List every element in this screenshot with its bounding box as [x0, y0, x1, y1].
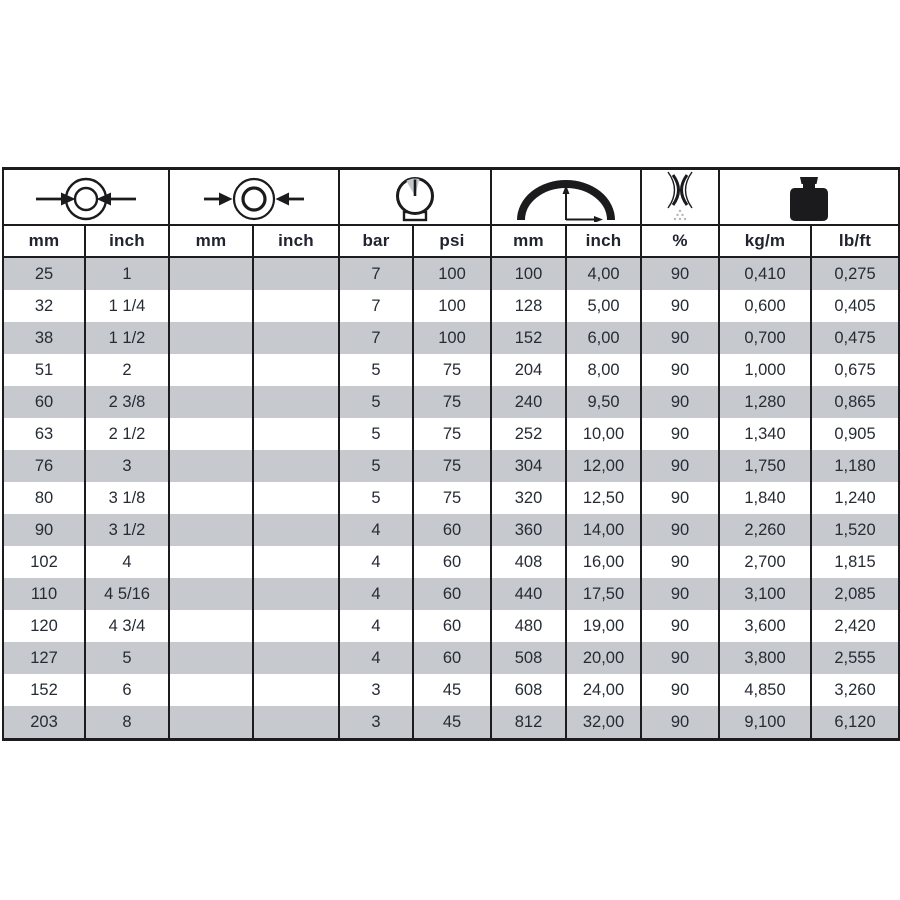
table-cell: [253, 257, 339, 290]
table-cell: 608: [491, 674, 566, 706]
outer-diameter-group: [169, 169, 339, 226]
table-cell: 60: [413, 578, 491, 610]
icon-header-row: [3, 169, 899, 226]
table-cell: 12,50: [566, 482, 641, 514]
table-cell: 1,815: [811, 546, 899, 578]
table-cell: 5: [339, 418, 413, 450]
table-cell: 75: [413, 354, 491, 386]
table-cell: 102: [3, 546, 85, 578]
table-cell: 100: [413, 290, 491, 322]
bend-radius-group: [491, 169, 641, 226]
table-cell: 1,240: [811, 482, 899, 514]
table-row: [3, 386, 899, 418]
table-cell: [169, 418, 253, 450]
table-cell: 320: [491, 482, 566, 514]
table-cell: 1 1/4: [85, 290, 169, 322]
table-cell: 0,700: [719, 322, 811, 354]
table-cell: 60: [413, 610, 491, 642]
table-cell: 5: [339, 450, 413, 482]
table-cell: [253, 546, 339, 578]
table-row: [3, 514, 899, 546]
table-cell: 45: [413, 674, 491, 706]
table-cell: 0,410: [719, 257, 811, 290]
inner-diameter-group: [3, 169, 169, 226]
table-cell: 20,00: [566, 642, 641, 674]
table-cell: 1,340: [719, 418, 811, 450]
table-cell: [169, 642, 253, 674]
table-cell: 1 1/2: [85, 322, 169, 354]
table-cell: 6: [85, 674, 169, 706]
table-cell: 75: [413, 418, 491, 450]
table-cell: 127: [3, 642, 85, 674]
table-cell: [169, 354, 253, 386]
table-cell: [253, 578, 339, 610]
table-cell: 90: [641, 418, 719, 450]
table-cell: 90: [641, 706, 719, 740]
table-row: [3, 418, 899, 450]
table-row: [3, 322, 899, 354]
table-cell: 90: [641, 450, 719, 482]
unit-header-inch: inch: [253, 225, 339, 257]
table-row: [3, 674, 899, 706]
table-cell: 32,00: [566, 706, 641, 740]
table-cell: 3,100: [719, 578, 811, 610]
table-cell: 51: [3, 354, 85, 386]
outer-diameter-icon: [204, 176, 304, 222]
table-cell: 10,00: [566, 418, 641, 450]
table-cell: 4: [339, 514, 413, 546]
table-cell: 4: [339, 610, 413, 642]
table-cell: 1: [85, 257, 169, 290]
table-cell: 0,905: [811, 418, 899, 450]
table-cell: [169, 482, 253, 514]
table-cell: [253, 354, 339, 386]
table-cell: 1,750: [719, 450, 811, 482]
table-cell: 304: [491, 450, 566, 482]
table-cell: 5: [85, 642, 169, 674]
table-cell: 90: [641, 642, 719, 674]
table-cell: 2: [85, 354, 169, 386]
table-cell: 5: [339, 354, 413, 386]
table-cell: [253, 386, 339, 418]
table-cell: 120: [3, 610, 85, 642]
table-cell: [253, 674, 339, 706]
table-cell: [169, 386, 253, 418]
table-cell: 75: [413, 386, 491, 418]
table-cell: 90: [641, 514, 719, 546]
table-cell: 16,00: [566, 546, 641, 578]
table-cell: 1,280: [719, 386, 811, 418]
table-cell: 0,675: [811, 354, 899, 386]
table-cell: 2 1/2: [85, 418, 169, 450]
table-cell: 480: [491, 610, 566, 642]
table-cell: 3: [339, 674, 413, 706]
table-cell: 2,700: [719, 546, 811, 578]
table-cell: 100: [413, 322, 491, 354]
table-cell: 203: [3, 706, 85, 740]
table-cell: 90: [641, 386, 719, 418]
table-cell: 100: [491, 257, 566, 290]
table-cell: 152: [491, 322, 566, 354]
table-cell: [169, 322, 253, 354]
table-cell: 45: [413, 706, 491, 740]
table-cell: 408: [491, 546, 566, 578]
table-cell: 0,475: [811, 322, 899, 354]
table-row: [3, 610, 899, 642]
table-cell: [169, 578, 253, 610]
table-cell: 1,520: [811, 514, 899, 546]
unit-header-inch: inch: [85, 225, 169, 257]
table-cell: 90: [641, 290, 719, 322]
table-cell: 204: [491, 354, 566, 386]
table-cell: 80: [3, 482, 85, 514]
table-cell: 8,00: [566, 354, 641, 386]
table-row: [3, 642, 899, 674]
bend-radius-icon: [510, 176, 622, 222]
table-cell: 14,00: [566, 514, 641, 546]
table-cell: 60: [3, 386, 85, 418]
table-cell: 0,405: [811, 290, 899, 322]
table-cell: [169, 546, 253, 578]
table-row: [3, 257, 899, 290]
vacuum-icon: [657, 170, 703, 222]
table-cell: 12,00: [566, 450, 641, 482]
unit-header-mm: mm: [3, 225, 85, 257]
table-cell: 90: [3, 514, 85, 546]
table-cell: 100: [413, 257, 491, 290]
table-cell: [169, 706, 253, 740]
unit-header-lbft: lb/ft: [811, 225, 899, 257]
table-cell: 152: [3, 674, 85, 706]
table-cell: 1,840: [719, 482, 811, 514]
table-cell: 17,50: [566, 578, 641, 610]
table-cell: 6,00: [566, 322, 641, 354]
table-cell: [253, 322, 339, 354]
vacuum-group: [641, 169, 719, 226]
table-cell: [169, 514, 253, 546]
table-cell: 90: [641, 578, 719, 610]
table-cell: 90: [641, 257, 719, 290]
unit-header-mm: mm: [491, 225, 566, 257]
table-cell: 4 3/4: [85, 610, 169, 642]
table-cell: 75: [413, 482, 491, 514]
table-cell: 5: [339, 386, 413, 418]
table-cell: 110: [3, 578, 85, 610]
table-cell: [253, 706, 339, 740]
table-cell: 508: [491, 642, 566, 674]
weight-icon: [784, 176, 834, 222]
table-cell: 2,260: [719, 514, 811, 546]
table-cell: 3,260: [811, 674, 899, 706]
table-cell: 90: [641, 674, 719, 706]
table-cell: 60: [413, 514, 491, 546]
table-cell: [169, 450, 253, 482]
table-row: [3, 706, 899, 740]
weight-group: [719, 169, 899, 226]
table-cell: 25: [3, 257, 85, 290]
table-cell: 76: [3, 450, 85, 482]
table-row: [3, 450, 899, 482]
table-cell: 5: [339, 482, 413, 514]
unit-header-bar: bar: [339, 225, 413, 257]
table-cell: 63: [3, 418, 85, 450]
table-cell: 5,00: [566, 290, 641, 322]
table-cell: 90: [641, 482, 719, 514]
unit-header-kgm: kg/m: [719, 225, 811, 257]
table-cell: 3,800: [719, 642, 811, 674]
table-row: [3, 354, 899, 386]
table-cell: 90: [641, 610, 719, 642]
table-row: [3, 290, 899, 322]
table-cell: [169, 610, 253, 642]
working-pressure-group: [339, 169, 491, 226]
table-cell: 3: [85, 450, 169, 482]
unit-header-inch: inch: [566, 225, 641, 257]
table-cell: 7: [339, 257, 413, 290]
table-cell: 128: [491, 290, 566, 322]
table-cell: 1,000: [719, 354, 811, 386]
table-cell: 38: [3, 322, 85, 354]
table-cell: 0,600: [719, 290, 811, 322]
table-cell: 240: [491, 386, 566, 418]
table-cell: 60: [413, 642, 491, 674]
table-cell: 0,865: [811, 386, 899, 418]
table-cell: 440: [491, 578, 566, 610]
table-cell: 0,275: [811, 257, 899, 290]
table-cell: 24,00: [566, 674, 641, 706]
table-cell: 1,180: [811, 450, 899, 482]
table-cell: 4: [339, 546, 413, 578]
table-cell: 90: [641, 546, 719, 578]
unit-header-mm: mm: [169, 225, 253, 257]
table-cell: [253, 642, 339, 674]
table-cell: 19,00: [566, 610, 641, 642]
pressure-gauge-icon: [384, 176, 446, 222]
table-cell: 252: [491, 418, 566, 450]
table-cell: 812: [491, 706, 566, 740]
table-row: [3, 546, 899, 578]
table-cell: [253, 514, 339, 546]
table-cell: 90: [641, 322, 719, 354]
unit-header-%: %: [641, 225, 719, 257]
table-cell: 32: [3, 290, 85, 322]
table-cell: 75: [413, 450, 491, 482]
table-cell: [169, 674, 253, 706]
table-cell: 9,50: [566, 386, 641, 418]
table-cell: [253, 482, 339, 514]
table-cell: [253, 290, 339, 322]
table-cell: 3 1/8: [85, 482, 169, 514]
table-cell: [253, 418, 339, 450]
table-cell: 2,420: [811, 610, 899, 642]
table-row: [3, 578, 899, 610]
inner-diameter-icon: [36, 176, 136, 222]
table-cell: [253, 450, 339, 482]
table-cell: 90: [641, 354, 719, 386]
table-cell: 7: [339, 322, 413, 354]
table-cell: 3,600: [719, 610, 811, 642]
table-cell: 2,085: [811, 578, 899, 610]
table-cell: 3 1/2: [85, 514, 169, 546]
table-cell: 4: [339, 578, 413, 610]
table-cell: 6,120: [811, 706, 899, 740]
table-cell: [253, 610, 339, 642]
table-cell: 4,00: [566, 257, 641, 290]
table-cell: 2 3/8: [85, 386, 169, 418]
table-cell: 7: [339, 290, 413, 322]
table-cell: 8: [85, 706, 169, 740]
table-cell: 9,100: [719, 706, 811, 740]
table-row: [3, 482, 899, 514]
table-cell: 2,555: [811, 642, 899, 674]
table-cell: 60: [413, 546, 491, 578]
hose-spec-table: [2, 167, 900, 741]
unit-header-row: [3, 225, 899, 257]
table-cell: 4,850: [719, 674, 811, 706]
table-cell: 4: [85, 546, 169, 578]
table-cell: 4 5/16: [85, 578, 169, 610]
table-cell: 360: [491, 514, 566, 546]
table-cell: 3: [339, 706, 413, 740]
table-cell: [169, 290, 253, 322]
table-cell: 4: [339, 642, 413, 674]
unit-header-psi: psi: [413, 225, 491, 257]
table-cell: [169, 257, 253, 290]
